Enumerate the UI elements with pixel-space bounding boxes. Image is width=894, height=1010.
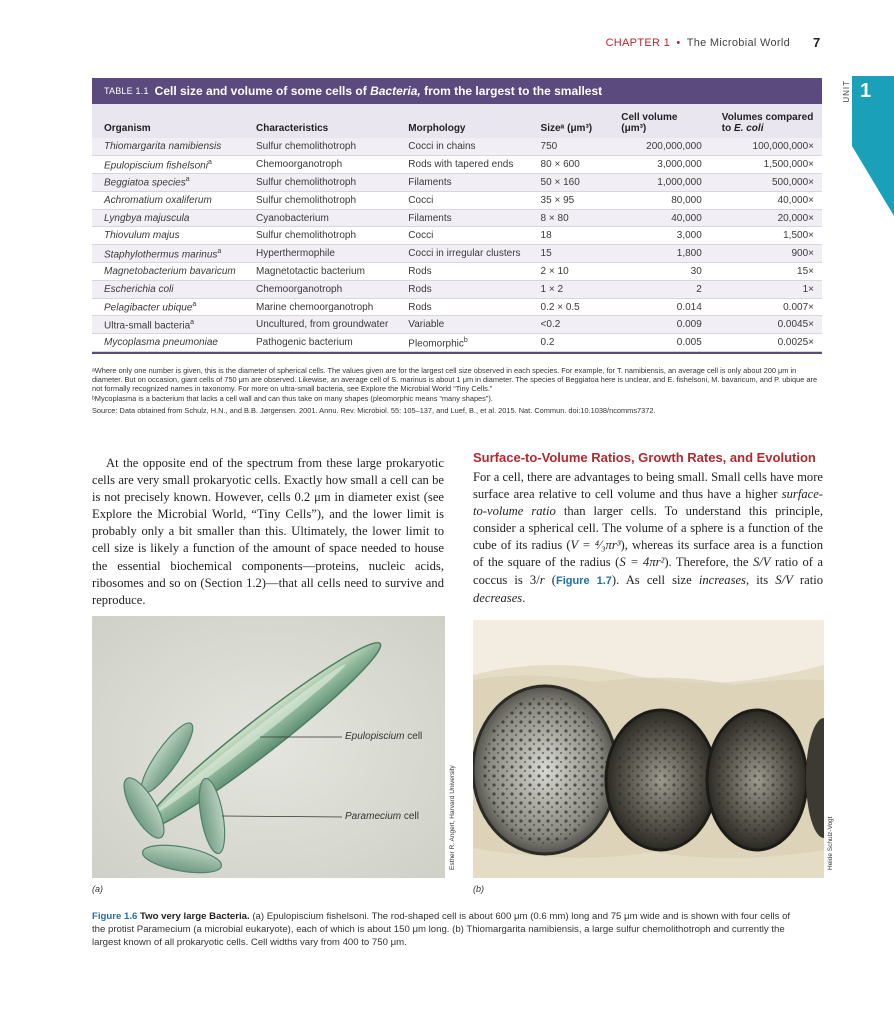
thiomargarita-image	[473, 620, 824, 878]
word-increases: increases	[698, 572, 746, 587]
figure-1-7-link[interactable]: Figure 1.7	[555, 574, 612, 587]
table-row	[92, 280, 822, 298]
cell-characteristics-text: Hyperthermophile	[255, 248, 335, 260]
cell-characteristics-text: Sulfur chemolithotroph	[255, 176, 357, 188]
cell-compared	[710, 334, 822, 352]
cell-characteristics-text: Sulfur chemolithotroph	[255, 230, 357, 242]
cell-characteristics-text: Sulfur chemolithotroph	[255, 141, 357, 153]
cell-compared-text: 40,000×	[777, 194, 814, 206]
cell-characteristics-text: Chemoorganotroph	[255, 159, 343, 171]
epulopiscium-image	[92, 616, 445, 878]
unit-label: UNIT	[842, 80, 851, 103]
cell-volume-text: 1,000,000	[657, 176, 702, 188]
cell-compared	[710, 298, 822, 316]
cell-organism-text: Thiomargarita namibiensis	[104, 141, 222, 153]
cell-volume-text: 40,000	[671, 212, 702, 224]
cell-characteristics-text: Magnetotactic bacterium	[255, 265, 365, 277]
cell-compared	[710, 209, 822, 227]
cell-organism-text: Magnetobacterium bavaricum	[104, 265, 236, 277]
callout-epulopiscium	[345, 731, 422, 742]
cell-characteristics-text: Pathogenic bacterium	[255, 337, 353, 349]
table-row	[92, 227, 822, 245]
para-term: surface-to-volume ratio	[473, 487, 823, 519]
cell-characteristics	[244, 138, 396, 156]
table-source: Source: Data obtained from Schulz, H.N., and B.B. Jørgensen. 2001. Annu. Rev. Microbiol. 55: 105–137, and Luef, B., et al. 2015. Nat. Commun. doi:10.1038/ncomms7372.	[92, 405, 656, 415]
table-row	[92, 156, 822, 174]
table-header-row	[92, 104, 822, 138]
cell-volume-text: 200,000,000	[646, 141, 702, 153]
panel-label-b: (b)	[473, 884, 484, 894]
para-text-4: ). Therefore, the	[664, 555, 753, 570]
cell-size	[529, 245, 610, 263]
table-notes	[92, 366, 822, 415]
cell-morphology	[396, 263, 528, 281]
cell-characteristics-text: Cyanobacterium	[255, 212, 329, 224]
cell-volume	[609, 245, 710, 263]
cell-volume	[609, 334, 710, 352]
table-title-post: from the largest to the smallest	[420, 84, 603, 98]
table-row	[92, 263, 822, 281]
photo-credit-b: Heide Schulz-Vogt	[827, 816, 834, 870]
cell-size	[529, 263, 610, 281]
callout-epulo-plain: cell	[404, 731, 423, 742]
cell-characteristics	[244, 209, 396, 227]
cell-morphology-text: Filaments	[408, 212, 452, 224]
footnote-marker: a	[192, 300, 197, 308]
cell-size	[529, 174, 610, 192]
cell-characteristics	[244, 334, 396, 352]
cell-size-text: 750	[540, 141, 558, 153]
cell-characteristics	[244, 174, 396, 192]
cell-size-text: 0.2 × 0.5	[540, 301, 580, 313]
cell-organism	[92, 280, 244, 298]
cell-size-text: 35 × 95	[540, 194, 575, 206]
cell-size-text: 1 × 2	[540, 283, 564, 295]
chapter-title: The Microbial World	[686, 37, 790, 49]
cell-size	[529, 316, 610, 334]
cell-morphology-text: Cocci	[408, 194, 434, 206]
cell-volume-text: 0.009	[676, 319, 702, 331]
section-heading: Surface-to-Volume Ratios, Growth Rates, and Evolution	[473, 450, 816, 465]
cell-compared-text: 0.007×	[783, 301, 814, 313]
cell-morphology-text: Rods with tapered ends	[408, 159, 514, 171]
table-note-b: ᵇMycoplasma is a bacterium that lacks a cell wall and can thus take on many shapes (pleomorphic means “many shapes”).	[92, 393, 493, 403]
body-text-left: At the opposite end of the spectrum from these large prokaryotic cells are very small prokaryotic cells. Exactly how small a cell can be is not precisely known. However, cells 0.2 μm in diameter exist (see Explore the Microbial World, “Tiny Cells”), and the lower limit is probably only a bit smaller than this. Ultimately, the lower limit to cell size is likely a function of the amount of space needed to house the essential biochemical components—proteins, nucleic acids, ribosomes and so on (Section 1.2)—that all cells need to survive and reproduce.	[92, 456, 444, 607]
cell-characteristics	[244, 316, 396, 334]
unit-tab	[852, 76, 894, 216]
cell-characteristics-text: Sulfur chemolithotroph	[255, 194, 357, 206]
para-text-2: than larger cells. To understand this principle, consider a spherical cell. The volume of a sphere is a function of the cube of its radius (	[473, 504, 824, 553]
cell-compared	[710, 227, 822, 245]
cell-compared	[710, 156, 822, 174]
footnote-marker: a	[185, 176, 190, 184]
formula-volume: V = ⁴⁄₃πr³	[570, 538, 621, 553]
callout-para-plain: cell	[401, 811, 419, 822]
cell-morphology	[396, 156, 528, 174]
cell-organism	[92, 316, 244, 334]
callout-para-italic: Paramecium	[345, 811, 402, 822]
cell-morphology	[396, 209, 528, 227]
cell-size	[529, 156, 610, 174]
cell-characteristics	[244, 280, 396, 298]
cell-compared-text: 1×	[802, 283, 814, 295]
callout-paramecium	[345, 811, 419, 822]
col-header-morphology: Morphology	[408, 123, 466, 134]
cell-characteristics	[244, 156, 396, 174]
cell-volume	[609, 316, 710, 334]
cell-organism	[92, 227, 244, 245]
table-note-a: ᵃWhere only one number is given, this is the diameter of spherical cells. The values given are for the largest cell size observed in each species. For example, for T. namibiensis, an average cell is only about 200 μm in diameter. But on occasion, giant cells of 750 μm are observed. Likewise, an average cell of S. marinus is about 1 μm in diameter. The species of Beggiatoa here is unclear, and E. fishelsoni, M. bavaricum, and P. ubique are not formally recognized names in taxonomy. For more on ultra-small bacteria, see Explore the Microbial World “Tiny Cells.”	[92, 366, 818, 394]
cell-characteristics-text: Chemoorganotroph	[255, 283, 343, 295]
cell-organism-text: Epulopiscium fishelsoni	[104, 159, 208, 171]
cell-volume	[609, 280, 710, 298]
footnote-marker: a	[207, 158, 212, 166]
cell-compared-text: 15×	[797, 265, 814, 277]
cell-morphology	[396, 174, 528, 192]
cell-volume	[609, 191, 710, 209]
table-row	[92, 245, 822, 263]
running-head	[606, 37, 790, 49]
cell-organism-text: Staphylothermus marinus	[104, 248, 218, 260]
table-row	[92, 174, 822, 192]
cell-size	[529, 280, 610, 298]
cell-characteristics	[244, 227, 396, 245]
cell-volume-text: 1,800	[676, 248, 702, 260]
cell-morphology-text: Rods	[408, 265, 432, 277]
radius-symbol: r	[539, 572, 545, 587]
cell-compared-text: 0.0025×	[777, 337, 814, 349]
cell-organism-text: Ultra-small bacteria	[104, 320, 191, 332]
cell-characteristics-text: Uncultured, from groundwater	[255, 319, 389, 331]
cell-morphology-text: Variable	[408, 319, 445, 331]
cell-compared-text: 500,000×	[772, 176, 814, 188]
cell-size	[529, 138, 610, 156]
cell-volume	[609, 156, 710, 174]
cell-morphology-text: Rods	[408, 301, 432, 313]
table-row	[92, 298, 822, 316]
section-surface-to-volume	[473, 450, 823, 607]
table-title	[155, 84, 603, 98]
cell-compared-text: 900×	[791, 248, 814, 260]
cell-size-text: 8 × 80	[540, 212, 569, 224]
para-text-5: ratio of a coccus is 3/	[473, 555, 824, 587]
unit-number: 1	[860, 80, 872, 102]
cell-compared-text: 20,000×	[777, 212, 814, 224]
cell-compared-text: 100,000,000×	[752, 141, 814, 153]
cell-compared	[710, 138, 822, 156]
cell-size-text: 0.2	[540, 337, 555, 349]
cell-organism-text: Mycoplasma pneumoniae	[104, 337, 218, 349]
cell-organism-text: Pelagibacter ubique	[104, 302, 193, 314]
table-row	[92, 209, 822, 227]
panel-label-a: (a)	[92, 884, 103, 894]
cell-compared	[710, 263, 822, 281]
section-paragraph	[473, 469, 823, 607]
cell-size-text: 2 × 10	[540, 265, 569, 277]
table-row	[92, 316, 822, 334]
cell-organism	[92, 298, 244, 316]
photo-credit-a: Esther R. Angert, Harvard University	[449, 765, 456, 870]
cell-volume	[609, 138, 710, 156]
sv-ratio: S/V	[752, 555, 771, 570]
cell-compared	[710, 191, 822, 209]
footnote-marker: a	[217, 247, 222, 255]
cell-morphology-text: Cocci in irregular clusters	[408, 248, 521, 260]
cell-volume	[609, 209, 710, 227]
table-row	[92, 138, 822, 156]
cell-organism	[92, 245, 244, 263]
cell-organism-text: Achromatium oxaliferum	[104, 194, 212, 206]
cell-volume	[609, 174, 710, 192]
figure-1-6b-micrograph	[473, 620, 824, 878]
para-text-9: ratio	[792, 572, 823, 587]
table-1-1	[92, 78, 822, 354]
cell-morphology-text: Cocci	[408, 230, 434, 242]
figure-1-6a-micrograph	[92, 616, 445, 878]
para-text-3: ), whereas its surface area is a function of the square of the radius (	[473, 538, 824, 570]
cell-organism-text: Escherichia coli	[104, 283, 174, 295]
cell-volume-text: 3,000	[676, 230, 702, 242]
cell-organism	[92, 209, 244, 227]
para-text-7: ). As cell size	[611, 572, 699, 587]
cell-size	[529, 209, 610, 227]
cell-morphology-text: Rods	[408, 283, 432, 295]
cell-size-text: 15	[540, 248, 552, 260]
sv-ratio-2: S/V	[775, 572, 793, 587]
cell-characteristics	[244, 298, 396, 316]
col-header-size: Sizeᵃ (μm³)	[540, 123, 593, 134]
table-label: TABLE 1.1	[104, 86, 149, 96]
cell-characteristics	[244, 245, 396, 263]
cell-volume	[609, 263, 710, 281]
footnote-marker: a	[190, 318, 195, 326]
para-text-1: For a cell, there are advantages to being small. Small cells have more surface area relative to cell volume and thus have a higher	[473, 470, 823, 502]
cell-compared-text: 1,500,000×	[763, 159, 814, 171]
cell-volume-text: 3,000,000	[657, 159, 702, 171]
unit-tab-shape	[852, 76, 894, 216]
cell-size	[529, 334, 610, 352]
cell-compared	[710, 245, 822, 263]
cell-morphology	[396, 316, 528, 334]
cell-size-text: 18	[540, 230, 552, 242]
table-row	[92, 334, 822, 352]
table-bottom-rule	[92, 352, 822, 354]
cell-characteristics	[244, 191, 396, 209]
cell-characteristics	[244, 263, 396, 281]
para-text-10: .	[522, 590, 526, 605]
cell-size	[529, 191, 610, 209]
cell-volume	[609, 298, 710, 316]
cell-volume-text: 30	[690, 265, 702, 277]
cell-characteristics-text: Marine chemoorganotroph	[255, 301, 374, 313]
cell-morphology-text: Cocci in chains	[408, 141, 476, 153]
cell-morphology	[396, 138, 528, 156]
cell-organism-text: Thiovulum majus	[104, 230, 180, 242]
cell-morphology	[396, 227, 528, 245]
col-header-volume: Cell volume (μm³)	[621, 112, 678, 134]
cell-compared	[710, 174, 822, 192]
cell-volume	[609, 227, 710, 245]
table-title-bar	[92, 78, 822, 104]
chapter-label: CHAPTER 1	[605, 37, 670, 49]
callout-epulo-italic: Epulopiscium	[345, 731, 405, 742]
cell-morphology	[396, 280, 528, 298]
table-title-italic: Bacteria,	[370, 84, 421, 98]
cell-compared	[710, 316, 822, 334]
cell-organism	[92, 191, 244, 209]
cell-organism	[92, 263, 244, 281]
cell-morphology	[396, 298, 528, 316]
data-table	[92, 104, 822, 352]
cell-organism	[92, 156, 244, 174]
table-title-pre: Cell size and volume of some cells of	[154, 84, 371, 98]
col-header-compared: Volumes compared to E. coli	[721, 112, 814, 134]
cell-size-text: 50 × 160	[540, 176, 580, 188]
cell-organism	[92, 174, 244, 192]
caption-title: Two very large Bacteria.	[140, 911, 250, 922]
cell-volume-text: 0.005	[676, 337, 702, 349]
footnote-marker: b	[463, 336, 468, 344]
figure-1-6-caption	[92, 910, 792, 949]
cell-compared-text: 0.0045×	[777, 319, 814, 331]
cell-compared-text: 1,500×	[783, 230, 814, 242]
cell-volume-text: 80,000	[671, 194, 702, 206]
cell-size	[529, 298, 610, 316]
word-decreases: decreases	[473, 590, 523, 605]
cell-organism-text: Lyngbya majuscula	[104, 212, 190, 224]
cell-compared	[710, 280, 822, 298]
cell-size-text: <0.2	[540, 319, 561, 331]
cell-size-text: 80 × 600	[540, 159, 580, 171]
col-header-organism: Organism	[104, 123, 151, 134]
table-row	[92, 191, 822, 209]
formula-surface: S = 4πr²	[619, 555, 665, 570]
cell-morphology-text: Filaments	[408, 176, 452, 188]
para-text-6: (	[544, 572, 556, 587]
caption-figure-label: Figure 1.6	[92, 911, 138, 922]
col-header-characteristics: Characteristics	[255, 123, 329, 134]
page-number: 7	[813, 35, 821, 50]
cell-morphology-text: Pleomorphic	[408, 337, 464, 349]
para-text-8: , its	[745, 572, 776, 587]
cell-morphology	[396, 245, 528, 263]
cell-organism	[92, 334, 244, 352]
cell-volume-text: 2	[696, 283, 702, 295]
caption-text: (a) Epulopiscium fishelsoni. The rod-shaped cell is about 600 μm (0.6 mm) long and 75 μm wide and is shown with four cells of the protist Paramecium (a microbial eukaryote), each of which is about 150 μm long. (b) Thiomargarita namibiensis, a large sulfur chemolithotroph and currently the largest known of all prokaryotic cells. Cell widths vary from 400 to 750 μm.	[92, 911, 791, 948]
cell-organism	[92, 138, 244, 156]
running-head-separator: •	[676, 37, 681, 49]
cell-size	[529, 227, 610, 245]
cell-morphology	[396, 334, 528, 352]
cell-organism-text: Beggiatoa species	[104, 177, 186, 189]
cell-morphology	[396, 191, 528, 209]
cell-volume-text: 0.014	[676, 301, 702, 313]
